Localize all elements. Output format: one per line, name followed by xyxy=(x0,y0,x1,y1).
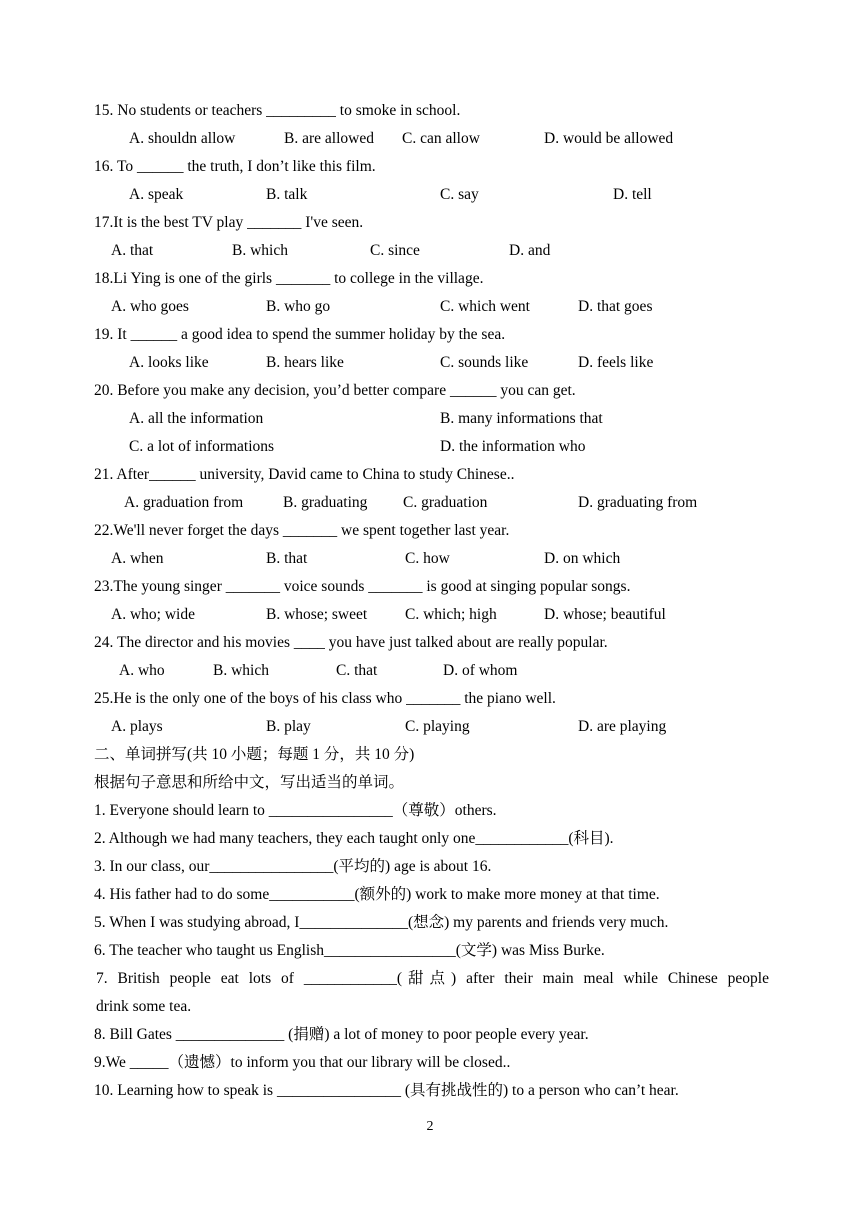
question-25-option-c: C. playing xyxy=(405,718,470,735)
spelling-item-7-line-1: 7. British people eat lots of ____________(甜点) after their main meal while Chinese people xyxy=(96,970,769,987)
question-23-option-a: A. who; wide xyxy=(111,606,195,623)
section-2-instruction: 根据句子意思和所给中文，写出适当的单词。 xyxy=(94,774,405,791)
question-19-stem: 19. It ______ a good idea to spend the summer holiday by the sea. xyxy=(94,326,506,343)
question-15-option-b: B. are allowed xyxy=(284,130,374,147)
question-20-option-a: A. all the information xyxy=(129,410,264,427)
question-19-option-a: A. looks like xyxy=(129,354,209,371)
question-18-option-a: A. who goes xyxy=(111,298,189,315)
spelling-item-5: 5. When I was studying abroad, I______________(想念) my parents and friends very much. xyxy=(94,914,669,931)
question-15-option-a: A. shouldn allow xyxy=(129,130,236,147)
question-21-option-a: A. graduation from xyxy=(124,494,244,511)
spelling-item-10: 10. Learning how to speak is ________________ (具有挑战性的) to a person who can’t hear. xyxy=(94,1082,679,1099)
question-22-option-d: D. on which xyxy=(544,550,621,567)
question-16-stem: 16. To ______ the truth, I don’t like this film. xyxy=(94,158,376,175)
spelling-item-2: 2. Although we had many teachers, they each taught only one____________(科目). xyxy=(94,830,614,847)
spelling-item-1: 1. Everyone should learn to ________________（尊敬）others. xyxy=(94,802,497,819)
question-18-option-d: D. that goes xyxy=(578,298,653,315)
question-22-option-a: A. when xyxy=(111,550,164,567)
question-16-option-a: A. speak xyxy=(129,186,184,203)
question-21-option-d: D. graduating from xyxy=(578,494,698,511)
question-23-stem: 23.The young singer _______ voice sounds _______ is good at singing popular songs. xyxy=(94,578,631,595)
question-17-option-b: B. which xyxy=(232,242,288,259)
question-18-stem: 18.Li Ying is one of the girls _______ to college in the village. xyxy=(94,270,484,287)
question-21-option-c: C. graduation xyxy=(403,494,488,511)
question-21-option-b: B. graduating xyxy=(283,494,368,511)
question-20-option-d: D. the information who xyxy=(440,438,586,455)
spelling-item-3: 3. In our class, our________________(平均的) age is about 16. xyxy=(94,858,492,875)
question-16-option-c: C. say xyxy=(440,186,479,203)
question-24-option-c: C. that xyxy=(336,662,378,679)
page-number: 2 xyxy=(426,1119,434,1134)
question-15-stem: 15. No students or teachers _________ to smoke in school. xyxy=(94,102,461,119)
question-23-option-c: C. which; high xyxy=(405,606,497,623)
question-19-option-b: B. hears like xyxy=(266,354,344,371)
question-18-option-b: B. who go xyxy=(266,298,331,315)
question-20-option-b: B. many informations that xyxy=(440,410,603,427)
question-23-option-d: D. whose; beautiful xyxy=(544,606,666,623)
spelling-item-7-line-2: drink some tea. xyxy=(96,998,192,1015)
question-18-option-c: C. which went xyxy=(440,298,530,315)
question-25-option-a: A. plays xyxy=(111,718,163,735)
spelling-item-4: 4. His father had to do some___________(额外的) work to make more money at that time. xyxy=(94,886,660,903)
question-24-option-b: B. which xyxy=(213,662,269,679)
spelling-item-8: 8. Bill Gates ______________ (捐赠) a lot of money to poor people every year. xyxy=(94,1026,589,1043)
question-21-stem: 21. After______ university, David came to China to study Chinese.. xyxy=(94,466,515,483)
section-2-title: 二、单词拼写(共 10 小题；每题 1 分，共 10 分) xyxy=(94,746,415,763)
question-23-option-b: B. whose; sweet xyxy=(266,606,368,623)
question-17-option-a: A. that xyxy=(111,242,154,259)
question-22-option-b: B. that xyxy=(266,550,308,567)
question-25-stem: 25.He is the only one of the boys of his class who _______ the piano well. xyxy=(94,690,556,707)
question-17-option-c: C. since xyxy=(370,242,420,259)
spelling-item-9: 9.We _____（遗憾）to inform you that our library will be closed.. xyxy=(94,1054,511,1071)
question-15-option-c: C. can allow xyxy=(402,130,480,147)
question-25-option-d: D. are playing xyxy=(578,718,667,735)
question-17-option-d: D. and xyxy=(509,242,551,259)
question-16-option-b: B. talk xyxy=(266,186,308,203)
question-24-stem: 24. The director and his movies ____ you have just talked about are really popular. xyxy=(94,634,608,651)
question-24-option-d: D. of whom xyxy=(443,662,518,679)
question-22-stem: 22.We'll never forget the days _______ we spent together last year. xyxy=(94,522,510,539)
question-20-option-c: C. a lot of informations xyxy=(129,438,275,455)
question-15-option-d: D. would be allowed xyxy=(544,130,674,147)
question-16-option-d: D. tell xyxy=(613,186,652,203)
question-19-option-d: D. feels like xyxy=(578,354,654,371)
question-17-stem: 17.It is the best TV play _______ I've seen. xyxy=(94,214,364,231)
question-25-option-b: B. play xyxy=(266,718,311,735)
question-24-option-a: A. who xyxy=(119,662,165,679)
spelling-item-6: 6. The teacher who taught us English_________________(文学) was Miss Burke. xyxy=(94,942,605,959)
question-20-stem: 20. Before you make any decision, you’d better compare ______ you can get. xyxy=(94,382,576,399)
question-19-option-c: C. sounds like xyxy=(440,354,529,371)
question-22-option-c: C. how xyxy=(405,550,450,567)
